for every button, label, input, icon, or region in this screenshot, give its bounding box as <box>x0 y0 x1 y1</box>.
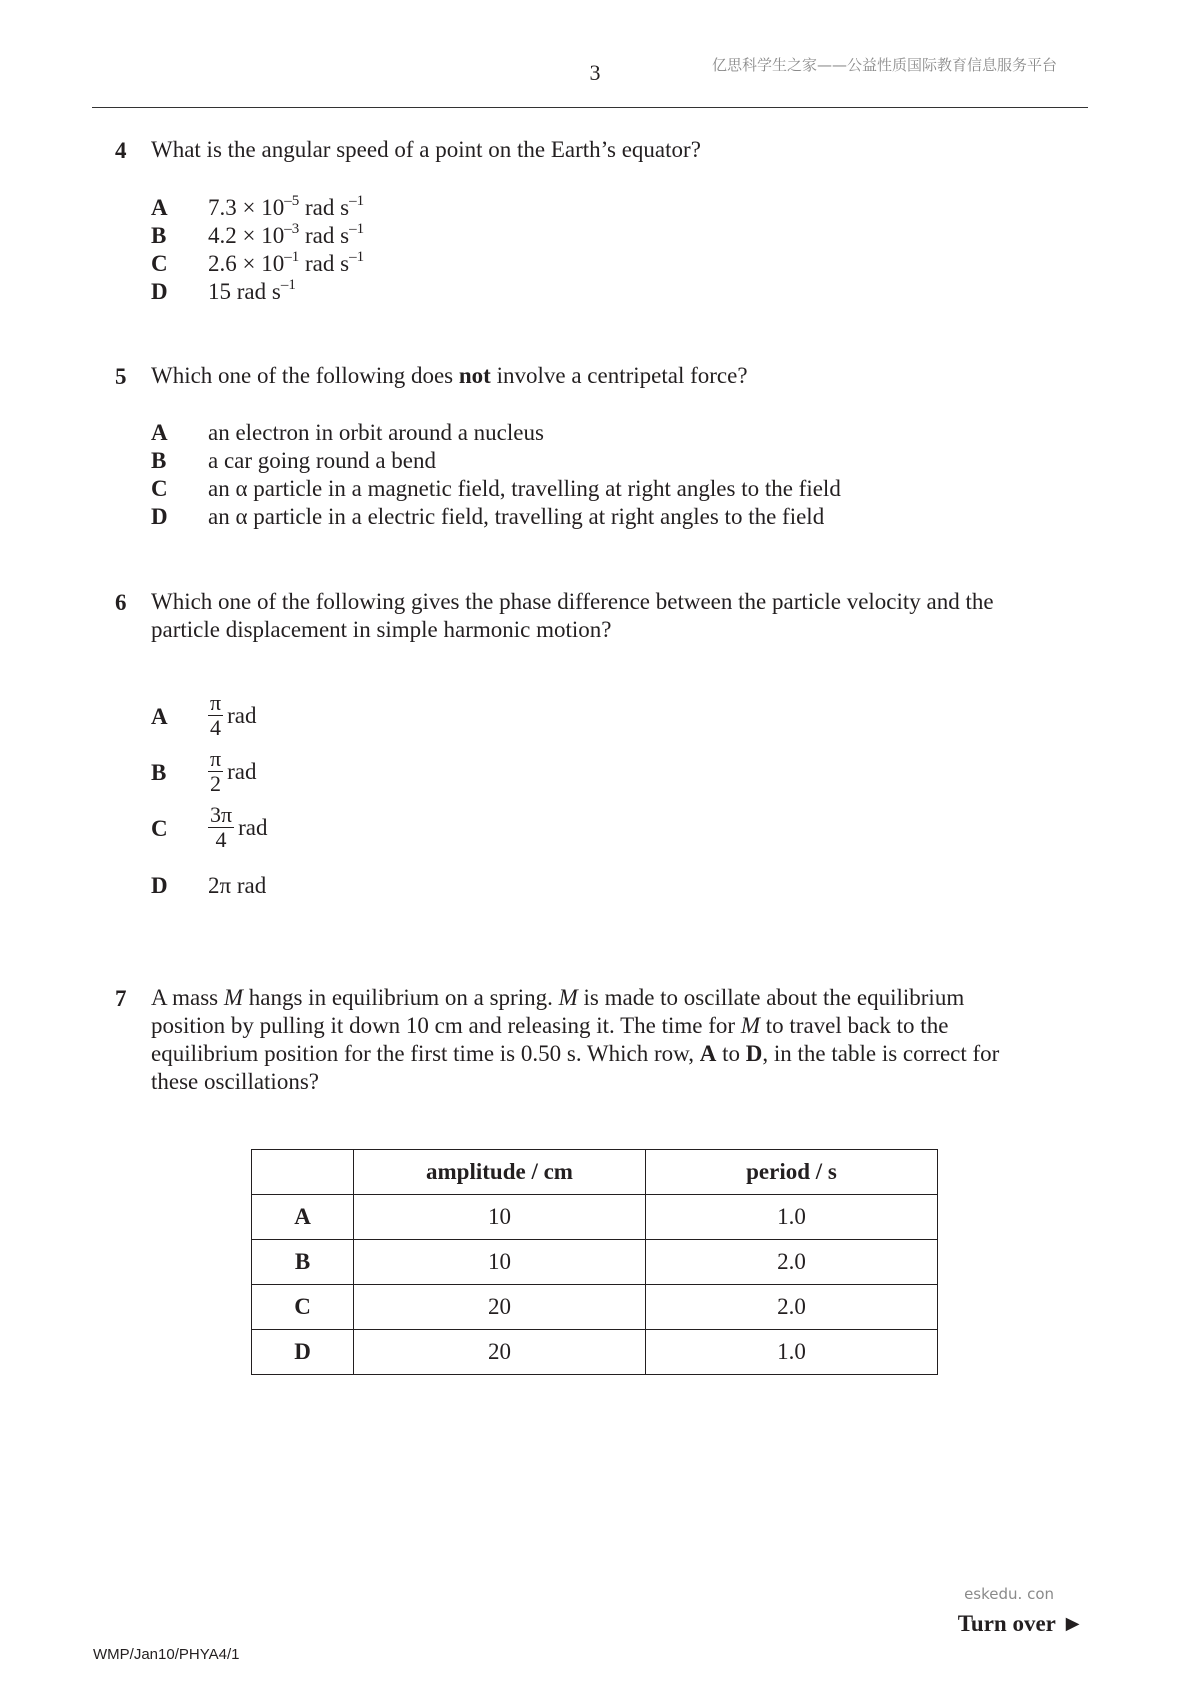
table-cell: 10 <box>354 1195 646 1240</box>
q5-option-c-text: an α particle in a magnetic field, travelling at right angles to the field <box>208 476 841 501</box>
q6-option-d-text: 2π rad <box>208 873 267 898</box>
q4-option-d-text: 15 rad $s^{-1}$ <box>208 277 296 304</box>
watermark-footer: eskedu. con <box>964 1585 1054 1603</box>
q7-number: 7 <box>115 986 127 1011</box>
q6-option-b-fraction: $\frac{\pi}{2}$ rad <box>210 746 257 796</box>
q5-option-d-letter: D <box>151 504 168 529</box>
q6-text: Which one of the following gives the phase difference between the particle velocity and the particle displacement in simple harmonic motion? <box>151 589 994 642</box>
header-rule <box>92 107 1088 108</box>
table-header-cell: amplitude / cm <box>354 1150 646 1195</box>
q4-text: What is the angular speed of a point on the Earth’s equator? <box>151 137 701 162</box>
q4-option-b-text: $4.2 \times 10^{-3}$ rad $s^{-1}$ <box>208 221 365 248</box>
q5-option-a-letter: A <box>151 420 168 445</box>
q6-number: 6 <box>115 590 127 615</box>
table-cell: 10 <box>354 1240 646 1285</box>
table-header-cell: period / s <box>646 1150 938 1195</box>
table-row <box>252 1330 938 1375</box>
q5-option-b-text: a car going round a bend <box>208 448 437 473</box>
table-header-row <box>252 1150 938 1195</box>
table-cell: 1.0 <box>646 1330 938 1375</box>
paper-code: WMP/Jan10/PHYA4/1 <box>93 1646 240 1663</box>
table-cell: 2.0 <box>646 1285 938 1330</box>
table-cell: 1.0 <box>646 1195 938 1240</box>
q5-option-c-letter: C <box>151 476 168 501</box>
q6-option-c-fraction: $\frac{3\pi}{4}$ rad <box>210 802 268 852</box>
table-cell: 20 <box>354 1285 646 1330</box>
table-row-label: C <box>252 1285 354 1330</box>
q4-option-d-letter: D <box>151 279 168 304</box>
table-cell: 2.0 <box>646 1240 938 1285</box>
table-row <box>252 1285 938 1330</box>
q6-option-a-fraction: $\frac{\pi}{4}$ rad <box>210 690 257 740</box>
q7-text: A mass M hangs in equilibrium on a spring. M is made to oscillate about the equilibrium position by pulling it down 10 cm and releasing it. The time for M to travel back to the equilibrium position for the first time is 0.50 s. Which row, A to D, in the table is correct for these oscillations? <box>151 985 1000 1094</box>
q5-option-a-text: an electron in orbit around a nucleus <box>208 420 544 445</box>
q5-text: Which one of the following does not involve a centripetal force? <box>151 363 748 388</box>
table-row <box>252 1240 938 1285</box>
table-header-cell <box>252 1150 354 1195</box>
table-row-label: A <box>252 1195 354 1240</box>
q6-option-a-letter: A <box>151 704 168 729</box>
q4-option-c-letter: C <box>151 251 168 276</box>
watermark-header: 亿思科学生之家——公益性质国际教育信息服务平台 <box>711 56 1057 74</box>
q4-option-c-text: $2.6 \times 10^{-1}$ rad $s^{-1}$ <box>208 249 365 276</box>
table-row-label: D <box>252 1330 354 1375</box>
q5-option-d-text: an α particle in a electric field, travelling at right angles to the field <box>208 504 825 529</box>
q4-option-a-letter: A <box>151 195 168 220</box>
page-number: 3 <box>589 60 601 85</box>
q4-option-b-letter: B <box>151 223 167 248</box>
table-row-label: B <box>252 1240 354 1285</box>
q6-option-d-letter: D <box>151 873 168 898</box>
q5-number: 5 <box>115 364 127 389</box>
table-cell: 20 <box>354 1330 646 1375</box>
turn-over-label: Turn over ► <box>957 1611 1084 1636</box>
q6-option-c-letter: C <box>151 816 168 841</box>
table-row <box>252 1195 938 1240</box>
q4-number: 4 <box>115 138 127 163</box>
q6-option-b-letter: B <box>151 760 167 785</box>
q5-option-b-letter: B <box>151 448 167 473</box>
q7-answer-table <box>251 1149 938 1375</box>
q4-option-a-text: $7.3 \times 10^{-5}$ rad $s^{-1}$ <box>208 193 365 220</box>
